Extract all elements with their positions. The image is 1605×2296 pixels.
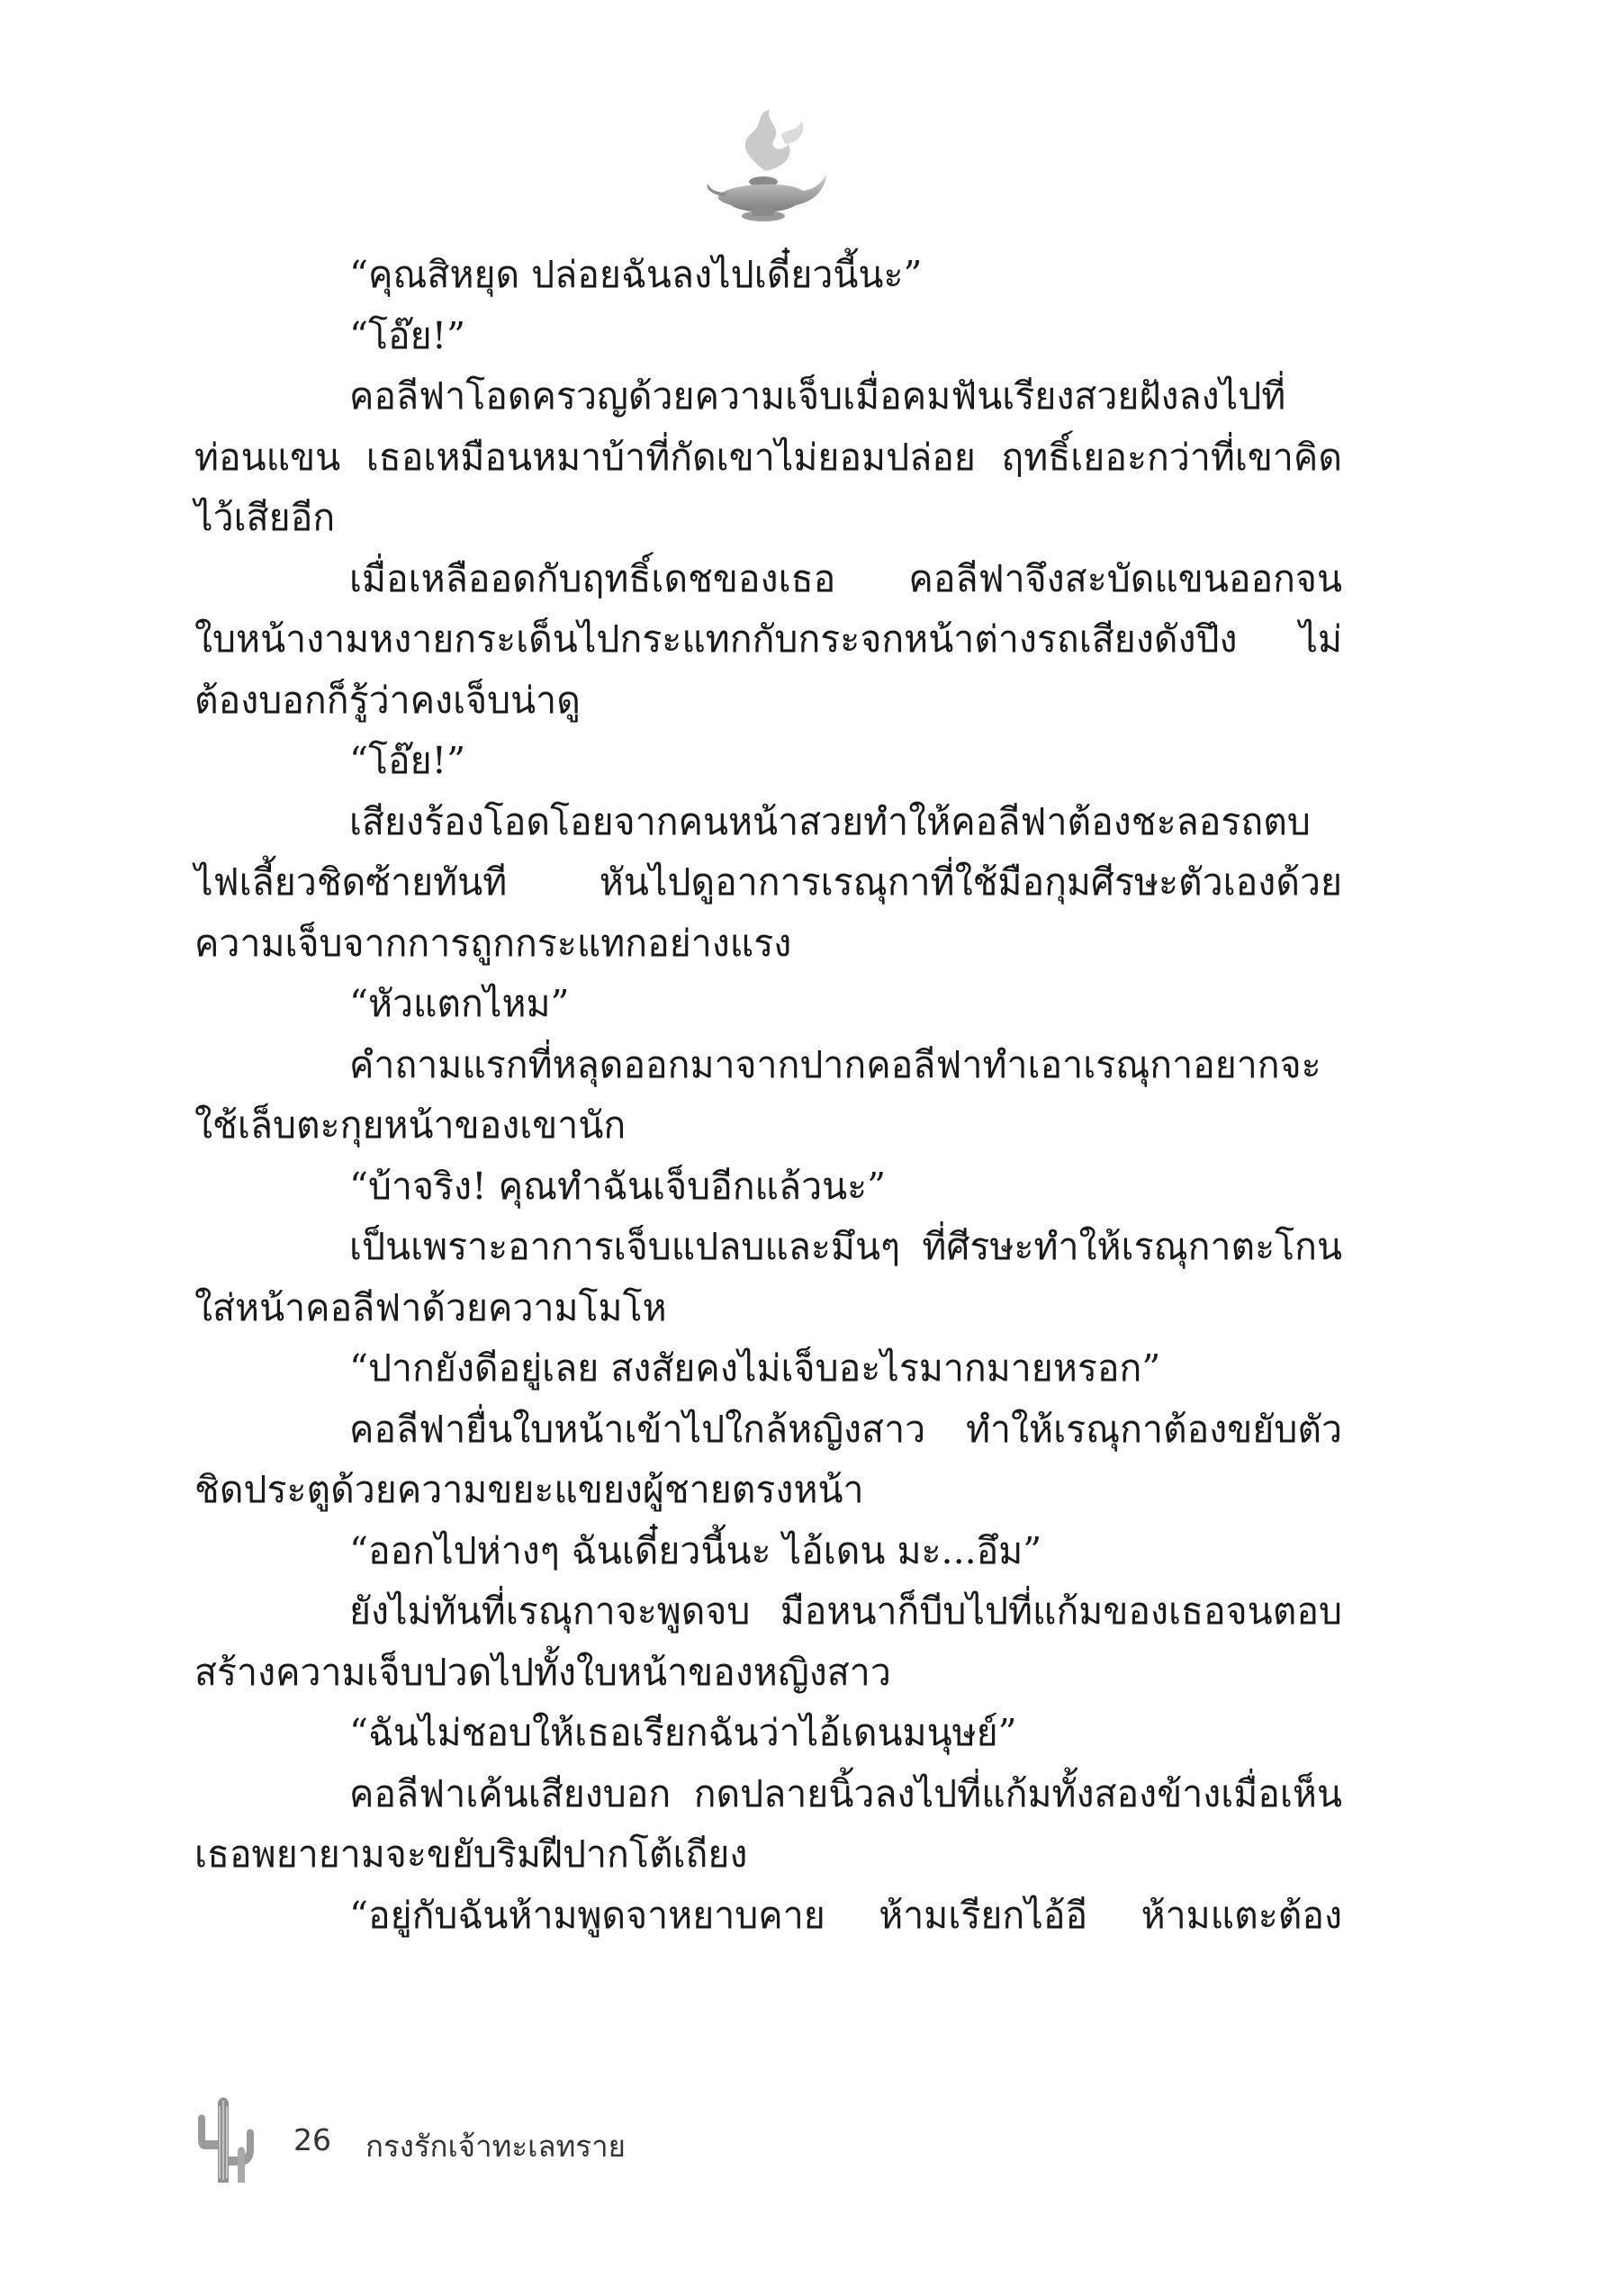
paragraph: เป็นเพราะอาการเจ็บแปลบและมึนๆ ที่ศีรษะทำให้เรณุกาตะโกนใส่หน้าคอลีฟาด้วยความโมโห (194, 1225, 1342, 1329)
paragraph: “โอ๊ย!” (349, 313, 466, 357)
paragraph: ยังไม่ทันที่เรณุกาจะพูดจบ มือหนาก็บีบไปที่แก้มของเธอจนตอบ สร้างความเจ็บปวดไปทั้งใบหน้าของหญิงสาว (194, 1589, 1342, 1694)
paragraph: คำถามแรกที่หลุดออกมาจากปากคอลีฟาทำเอาเรณุกาอยากจะใช้เล็บตะกุยหน้าของเขานัก (194, 1042, 1321, 1147)
paragraph: คอลีฟาเค้นเสียงบอก กดปลายนิ้วลงไปที่แก้มทั้งสองข้างเมื่อเห็นเธอพยายามจะขยับริมฝีปากโต้เถียง (194, 1771, 1342, 1876)
paragraph: “หัวแตกไหม” (349, 982, 570, 1025)
paragraph: “บ้าจริง! คุณทำฉันเจ็บอีกแล้วนะ” (349, 1164, 887, 1208)
paragraph: “โอ๊ย!” (349, 739, 466, 782)
book-title: กรงรักเจ้าทะเลทราย (365, 2129, 626, 2164)
page-number: 26 (293, 2122, 331, 2157)
paragraph: “อยู่กับฉันห้ามพูดจาหยาบคาย ห้ามเรียกไอ้อี ห้ามแตะต้อง (349, 1893, 1342, 1937)
paragraph: “ฉันไม่ชอบให้เธอเรียกฉันว่าไอ้เดนมนุษย์” (349, 1711, 1017, 1754)
paragraph: คอลีฟาโอดครวญด้วยความเจ็บเมื่อคมฟันเรียงสวยฝังลงไปที่ท่อนแขน เธอเหมือนหมาบ้าที่กัดเขาไม่ยอมปล่อย ฤทธิ์เยอะกว่าที่เขาคิดไว้เสียอีก (194, 374, 1342, 539)
paragraph: “ออกไปห่างๆ ฉันเดี๋ยวนี้นะ ไอ้เดน มะ...อึม” (349, 1528, 1042, 1572)
paragraph: เสียงร้องโอดโอยจากคนหน้าสวยทำให้คอลีฟาต้องชะลอรถตบไฟเลี้ยวชิดซ้ายทันที หันไปดูอาการเรณุกาที่ใช้มือกุมศีรษะตัวเองด้วยความเจ็บจากการถูกกระแทกอย่างแรง (194, 799, 1342, 965)
genie-lamp-icon (702, 108, 828, 230)
paragraph: “คุณสิหยุด ปล่อยฉันลงไปเดี๋ยวนี้นะ” (349, 253, 923, 296)
paragraph: คอลีฟายื่นใบหน้าเข้าไปใกล้หญิงสาว ทำให้เรณุกาต้องขยับตัวชิดประตูด้วยความขยะแขยงผู้ชายตรงหน้า (194, 1407, 1342, 1511)
page-footer (185, 2088, 816, 2187)
paragraph: “ปากยังดีอยู่เลย สงสัยคงไม่เจ็บอะไรมากมายหรอก” (349, 1346, 1161, 1390)
body-text (194, 245, 1342, 1946)
paragraph: เมื่อเหลืออดกับฤทธิ์เดชของเธอ คอลีฟาจึงสะบัดแขนออกจนใบหน้างามหงายกระเด็นไปกระแทกกับกระจกหน้าต่างรถเสียงดังปึง ไม่ต้องบอกก็รู้ว่าคงเจ็บน่าดู (194, 556, 1342, 722)
cactus-icon (193, 2088, 263, 2187)
